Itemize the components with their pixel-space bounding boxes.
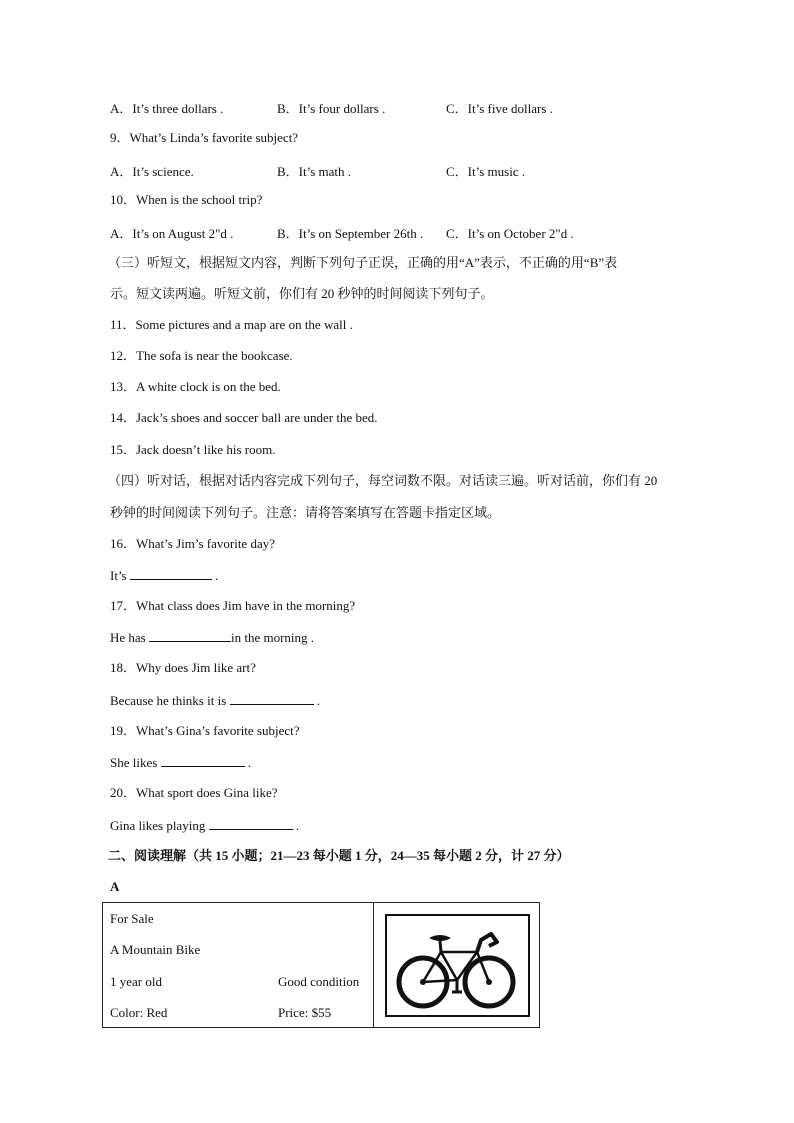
q17-question: 17．What class does Jim have in the morning? — [110, 598, 356, 613]
q10-option-a: A．It’s on August 2"d . — [110, 226, 234, 241]
statement-15: 15．Jack doesn’t like his room. — [110, 442, 276, 457]
q19-suffix: . — [247, 755, 252, 770]
q16-suffix: . — [215, 568, 219, 583]
reading-part-a: A — [110, 879, 120, 894]
statement-12: 12．The sofa is near the bookcase. — [110, 348, 293, 363]
q16-question: 16．What’s Jim’s favorite day? — [110, 536, 275, 551]
q18-answer-line — [110, 692, 320, 709]
ad-age: 1 year old — [110, 974, 162, 989]
q19-blank[interactable] — [161, 754, 245, 767]
q16-prefix: It’s — [110, 568, 127, 583]
section3-instruction-1: （三）听短文，根据短文内容，判断下列句子正误，正确的用“A”表示，不正确的用“B”表 — [108, 255, 618, 270]
q20-blank[interactable] — [209, 817, 293, 830]
section4-instruction-1: （四）听对话，根据对话内容完成下列句子，每空词数不限。对话读三遍。听对话前，你们有 20 — [108, 473, 658, 488]
q10-option-b: B．It’s on September 26th . — [277, 226, 424, 241]
q8-option-a: A．It’s three dollars . — [110, 101, 224, 116]
q16-blank[interactable] — [130, 567, 212, 580]
q17-suffix: in the morning . — [231, 630, 315, 645]
bicycle-pedal — [452, 980, 462, 992]
q18-question: 18．Why does Jim like art? — [110, 660, 256, 675]
q17-blank[interactable] — [149, 629, 231, 642]
q19-prefix: She likes — [110, 755, 158, 770]
ad-condition: Good condition — [278, 974, 360, 989]
q19-question: 19．What’s Gina’s favorite subject? — [110, 723, 300, 738]
reading-heading: 二、阅读理解（共 15 小题；21—23 每小题 1 分，24—35 每小题 2 分，计 27 分） — [108, 848, 570, 863]
q20-prefix: Gina likes playing — [110, 818, 206, 833]
ad-divider — [373, 903, 374, 1027]
q20-answer-line — [110, 817, 299, 834]
q8-option-b: B．It’s four dollars . — [277, 101, 386, 116]
statement-11: 11．Some pictures and a map are on the wall . — [110, 317, 353, 332]
q19-answer-line — [110, 754, 251, 771]
statement-14: 14．Jack’s shoes and soccer ball are under the bed. — [110, 410, 378, 425]
ad-color: Color: Red — [110, 1005, 168, 1020]
q10-question: 10．When is the school trip? — [110, 192, 263, 207]
q9-option-b: B．It’s math . — [277, 164, 352, 179]
q17-answer-line — [110, 629, 314, 646]
statement-13: 13．A white clock is on the bed. — [110, 379, 281, 394]
ad-price: Price: $55 — [278, 1005, 332, 1020]
ad-item-name: A Mountain Bike — [110, 942, 201, 957]
q8-option-c: C．It’s five dollars . — [446, 101, 553, 116]
q20-question: 20．What sport does Gina like? — [110, 785, 278, 800]
q16-answer-line — [110, 567, 218, 584]
bicycle-body — [423, 952, 489, 982]
q20-suffix: . — [295, 818, 300, 833]
bicycle-handlebar — [477, 934, 497, 952]
q10-option-c: C．It’s on October 2"d . — [446, 226, 574, 241]
section4-instruction-2: 秒钟的时间阅读下列句子。注意：请将答案填写在答题卡指定区域。 — [110, 505, 501, 520]
bicycle-seat — [429, 935, 451, 941]
q17-prefix: He has — [110, 630, 146, 645]
q9-question: 9．What’s Linda’s favorite subject? — [110, 130, 299, 145]
q9-option-a: A．It’s science. — [110, 164, 194, 179]
q18-blank[interactable] — [230, 692, 314, 705]
q9-option-c: C．It’s music . — [446, 164, 526, 179]
q18-suffix: . — [316, 693, 321, 708]
section3-instruction-2: 示。短文读两遍。听短文前，你们有 20 秒钟的时间阅读下列句子。 — [110, 286, 494, 301]
bicycle-icon — [385, 914, 530, 1017]
ad-for-sale: For Sale — [110, 911, 154, 926]
q18-prefix: Because he thinks it is — [110, 693, 227, 708]
